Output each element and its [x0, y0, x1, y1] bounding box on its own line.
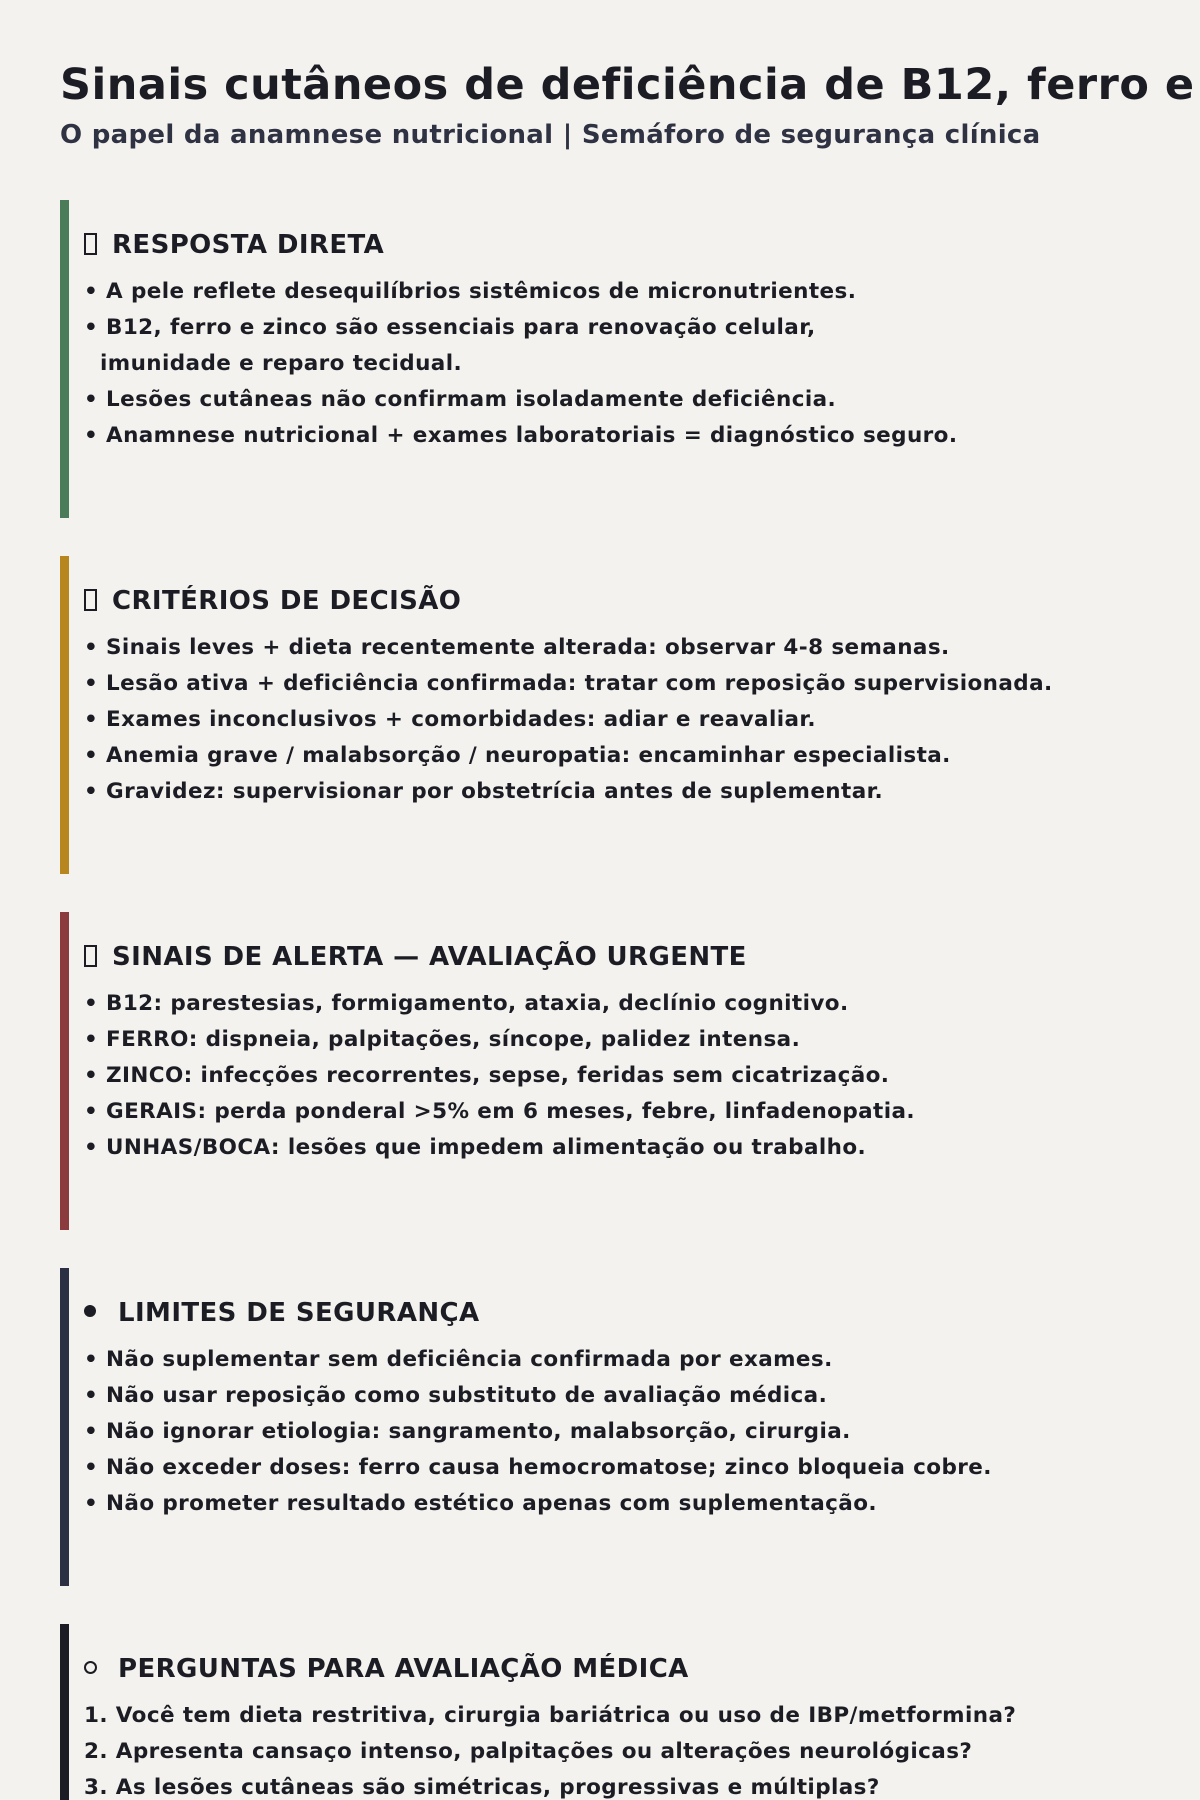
list-item: • Sinais leves + dieta recentemente alterada: observar 4-8 semanas.	[84, 635, 950, 660]
list-item: • Não suplementar sem deficiência confirmada por exames.	[84, 1347, 833, 1372]
bullet-dot-icon	[84, 1298, 118, 1328]
list-item: • UNHAS/BOCA: lesões que impedem alimentação ou trabalho.	[84, 1135, 867, 1160]
section-list	[84, 1342, 992, 1522]
list-item: • FERRO: dispneia, palpitações, síncope, palidez intensa.	[84, 1027, 801, 1052]
list-item: • Anamnese nutricional + exames laboratoriais = diagnóstico seguro.	[84, 423, 958, 448]
section-list	[84, 630, 1053, 810]
green-box-icon	[84, 230, 112, 260]
list-item: • B12, ferro e zinco são essenciais para renovação celular,	[84, 315, 816, 340]
list-item: 2. Apresenta cansaço intenso, palpitações ou alterações neurológicas?	[84, 1739, 973, 1764]
section-accent-bar	[60, 1268, 69, 1586]
section-accent-bar	[60, 200, 69, 518]
list-item: • Gravidez: supervisionar por obstetrícia antes de suplementar.	[84, 779, 884, 804]
list-item: • ZINCO: infecções recorrentes, sepse, feridas sem cicatrização.	[84, 1063, 890, 1088]
ring-icon	[84, 1654, 118, 1684]
section-list	[84, 1698, 1016, 1800]
list-item: • Não usar reposição como substituto de avaliação médica.	[84, 1383, 828, 1408]
section-decision-criteria	[60, 556, 1200, 874]
section-direct-answer	[60, 200, 1200, 518]
list-item: • GERAIS: perda ponderal >5% em 6 meses, febre, linfadenopatia.	[84, 1099, 915, 1124]
list-item: • Não exceder doses: ferro causa hemocromatose; zinco bloqueia cobre.	[84, 1455, 992, 1480]
list-item: • Não ignorar etiologia: sangramento, malabsorção, cirurgia.	[84, 1419, 851, 1444]
section-accent-bar	[60, 912, 69, 1230]
list-item: • Anemia grave / malabsorção / neuropatia: encaminhar especialista.	[84, 743, 951, 768]
yellow-box-icon	[84, 586, 112, 616]
section-heading: LIMITES DE SEGURANÇA	[84, 1298, 480, 1328]
list-item: • Lesão ativa + deficiência confirmada: tratar com reposição supervisionada.	[84, 671, 1053, 696]
page-subtitle: O papel da anamnese nutricional | Semáforo de segurança clínica	[60, 120, 1041, 150]
list-item: • Não prometer resultado estético apenas com suplementação.	[84, 1491, 877, 1516]
section-list	[84, 274, 957, 454]
section-safety-limits	[60, 1268, 1200, 1586]
red-box-icon	[84, 942, 112, 972]
list-item: • B12: parestesias, formigamento, ataxia, declínio cognitivo.	[84, 991, 849, 1016]
list-item: imunidade e reparo tecidual.	[100, 351, 463, 376]
section-medical-questions	[60, 1624, 1200, 1800]
section-list	[84, 986, 915, 1166]
list-item: 3. As lesões cutâneas são simétricas, progressivas e múltiplas?	[84, 1775, 880, 1800]
section-warning-signs	[60, 912, 1200, 1230]
section-heading: PERGUNTAS PARA AVALIAÇÃO MÉDICA	[84, 1654, 689, 1684]
section-heading: SINAIS DE ALERTA — AVALIAÇÃO URGENTE	[84, 942, 747, 972]
section-accent-bar	[60, 1624, 69, 1800]
list-item: • Exames inconclusivos + comorbidades: adiar e reavaliar.	[84, 707, 816, 732]
list-item: 1. Você tem dieta restritiva, cirurgia bariátrica ou uso de IBP/metformina?	[84, 1703, 1017, 1728]
list-item: • Lesões cutâneas não confirmam isoladamente deficiência.	[84, 387, 837, 412]
section-heading: RESPOSTA DIRETA	[84, 230, 384, 260]
page-title: Sinais cutâneos de deficiência de B12, ferro e	[60, 60, 1195, 110]
section-accent-bar	[60, 556, 69, 874]
section-heading: CRITÉRIOS DE DECISÃO	[84, 586, 461, 616]
list-item: • A pele reflete desequilíbrios sistêmicos de micronutrientes.	[84, 279, 857, 304]
